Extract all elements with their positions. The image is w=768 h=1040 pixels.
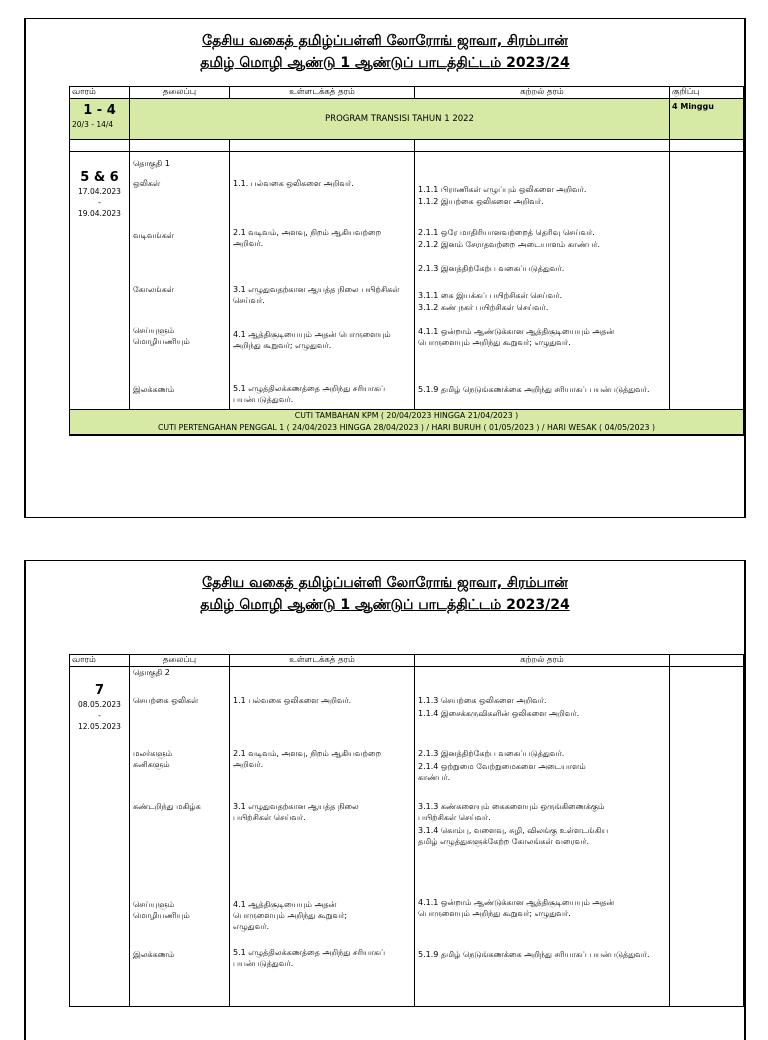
spacer-row [70, 140, 744, 152]
topic-item: இலக்கணம் [133, 950, 175, 959]
learning-item: 3.1.3 கண்களையும் கைகளையும் ஒருங்கிணைக்கும் பயிற்சிகள் செய்வர். [418, 802, 605, 822]
learning-item: 2.1.1 ஒரே மாதிரியானவற்றைத் தெரிவு செய்வர். [418, 228, 595, 237]
learning-item: 1.1.3 செயற்கை ஒலிகளை அறிவர். [418, 696, 547, 705]
note-cell: 4 Minggu [670, 99, 744, 140]
header-row [70, 655, 744, 667]
topic-item: செய்யுளும் மொழியணியும் [133, 326, 190, 346]
learning-item: 3.1.2 கண் நகர் பயிற்சிகள் செய்வர். [418, 303, 549, 312]
learning-item: 4.1.1 ஒன்றாம் ஆண்டுக்கான ஆத்திசூடியையும் அதன் பொருளையும் அறிந்து கூறுவர்; எழுதுவர். [418, 898, 615, 918]
plan-title: தமிழ் மொழி ஆண்டு 1 ஆண்டுப் பாடத்திட்டம் 2023/24 [200, 597, 570, 613]
school-title: தேசிய வகைத் தமிழ்ப்பள்ளி லோரோங் ஜாவா, சிரம்பான் [202, 33, 568, 49]
content-item: 3.1 எழுதுவதற்கான ஆயத்த நிலை பயிற்சிகள் செய்வர். [233, 802, 359, 822]
header-content: உள்ளடக்கத் தரம் [230, 87, 415, 99]
content-item: 2.1 வடிவம், அளவு, நிறம் ஆகியவற்றை அறிவர். [233, 749, 382, 769]
note-cell [670, 152, 744, 410]
date-end: 12.05.2023 [78, 722, 121, 731]
content-item: 4.1 ஆத்திசூடியையும் அதன் பொருளையும் அறிந்து கூறுவர்; எழுதுவர். [233, 330, 391, 350]
learning-item: 2.1.4 ஒற்றுமை வேற்றுமைகளை அடையாளம் காண்பர். [418, 762, 586, 782]
topic-cell [130, 152, 230, 410]
content-cell [230, 152, 415, 410]
holiday-line-2: CUTI PERTENGAHAN PENGGAL 1 ( 24/04/2023 HINGGA 28/04/2023 ) / HARI BURUH ( 01/05/2023 ) / HARI WESAK ( 04/05/2023 ) [157, 423, 656, 432]
header-learning: கற்றல் தரம் [415, 655, 670, 667]
header-note: குறிப்பு [670, 87, 744, 99]
week-cell [70, 667, 130, 1007]
topic-item: வடிவங்கள் [133, 231, 175, 240]
learning-item: 2.1.3 இனத்திற்கேற்ப வகைப்படுத்துவர். [418, 264, 565, 273]
note-cell [670, 667, 744, 1007]
topic-item: செய்யுளும் மொழியணியும் [133, 900, 190, 920]
unit-label: தொகுதி 2 [133, 668, 170, 677]
program-cell: PROGRAM TRANSISI TAHUN 1 2022 [130, 99, 670, 140]
header-week: வாரம் [70, 655, 130, 667]
date-start: 08.05.2023 [78, 700, 121, 709]
lesson-plan-table [69, 86, 744, 436]
content-item: 5.1 எழுத்திலக்கணத்தை அறிந்து சரியாகப் பயன்படுத்துவர். [233, 384, 386, 404]
table-row [70, 152, 744, 410]
content-cell [230, 667, 415, 1007]
header-learning: கற்றல் தரம் [415, 87, 670, 99]
week-cell [70, 99, 130, 140]
topic-item: கோலங்கள் [133, 285, 174, 294]
holiday-line-1: CUTI TAMBAHAN KPM ( 20/04/2023 HINGGA 21/04/2023 ) [294, 411, 519, 420]
week-number: 5 & 6 [80, 170, 119, 185]
content-item: 3.1 எழுதுவதற்கான ஆயத்த நிலை பயிற்சிகள் செய்வர். [233, 285, 400, 305]
learning-item: 1.1.1 பிராணிகள் எழுப்பும் ஒலிகளை அறிவர். [418, 185, 587, 194]
date-dash: - [98, 711, 101, 720]
school-title: தேசிய வகைத் தமிழ்ப்பள்ளி லோரோங் ஜாவா, சிரம்பான் [202, 575, 568, 591]
learning-item: 3.1.4 கொம்பு, வளைவு, சுழி, விலங்கு உள்ளடங்கிய தமிழ் எழுத்துகளுக்கேற்ற கோலங்கள் வரைவர். [418, 826, 609, 846]
date-dash: - [98, 198, 101, 207]
header-week: வாரம் [70, 87, 130, 99]
date-end: 19.04.2023 [78, 209, 121, 218]
content-item: 5.1 எழுத்திலக்கணத்தை அறிந்து சரியாகப் பயன்படுத்துவர். [233, 948, 386, 968]
header-content: உள்ளடக்கத் தரம் [230, 655, 415, 667]
date-start: 17.04.2023 [78, 187, 121, 196]
table-row [70, 667, 744, 1007]
learning-item: 4.1.1 ஒன்றாம் ஆண்டுக்கான ஆத்திசூடியையும் அதன் பொருளையும் அறிந்து கூறுவர்; எழுதுவர். [418, 327, 615, 347]
learning-item: 1.1.2 இயற்கை ஒலிகளை அறிவர். [418, 197, 544, 206]
topic-item: கண்டறிந்து மகிழ்க [133, 802, 201, 811]
header-row [70, 87, 744, 99]
topic-item: செயற்கை ஒலிகள் [133, 696, 199, 705]
topic-item: ஒலிகள் [133, 179, 161, 188]
header-topic: தலைப்பு [130, 87, 230, 99]
content-item: 1.1. பல்வகை ஒலிகளை அறிவர். [233, 179, 354, 188]
week-dates: 20/3 - 14/4 [72, 120, 114, 129]
learning-cell [415, 667, 670, 1007]
learning-item: 2.1.2 இனம் சேராதவற்றை அடையாளம் காண்பர். [418, 240, 600, 249]
unit-label: தொகுதி 1 [133, 159, 170, 168]
topic-cell [130, 667, 230, 1007]
plan-title: தமிழ் மொழி ஆண்டு 1 ஆண்டுப் பாடத்திட்டம் 2023/24 [200, 55, 570, 71]
topic-item: இலக்கணம் [133, 385, 175, 394]
learning-item: 2.1.3 இனத்திற்கேற்ப வகைப்படுத்துவர். [418, 749, 565, 758]
learning-cell [415, 152, 670, 410]
learning-item: 5.1.9 தமிழ் நெடுங்கணக்கை அறிந்து சரியாகப் பயன்படுத்துவர். [418, 385, 650, 394]
content-item: 1.1 பல்வகை ஒலிகளை அறிவர். [233, 696, 352, 705]
week-cell [70, 152, 130, 410]
lesson-plan-table [69, 654, 744, 1007]
header-topic: தலைப்பு [130, 655, 230, 667]
holiday-cell [70, 410, 744, 436]
page-1 [24, 18, 746, 518]
week-number: 7 [94, 683, 105, 698]
holiday-row [70, 410, 744, 436]
content-item: 4.1 ஆத்திசூடியையும் அதன் பொருளையும் அறிந்து கூறுவர்; எழுதுவர். [233, 900, 348, 931]
table-row [70, 99, 744, 140]
page-2 [24, 560, 746, 1040]
content-item: 2.1 வடிவம், அளவு, நிறம் ஆகியவற்றை அறிவர். [233, 228, 382, 248]
topic-item: மலர்களும் கனிகளும் [133, 749, 173, 769]
learning-item: 3.1.1 கை இயக்கப் பயிற்சிகள் செய்வர். [418, 291, 563, 300]
week-number: 1 - 4 [83, 103, 116, 118]
learning-item: 1.1.4 இசைக்கருவிகளின் ஒலிகளை அறிவர். [418, 709, 580, 718]
learning-item: 5.1.9 தமிழ் நெடுங்கணக்கை அறிந்து சரியாகப் பயன்படுத்துவர். [418, 950, 650, 959]
header-note [670, 655, 744, 667]
